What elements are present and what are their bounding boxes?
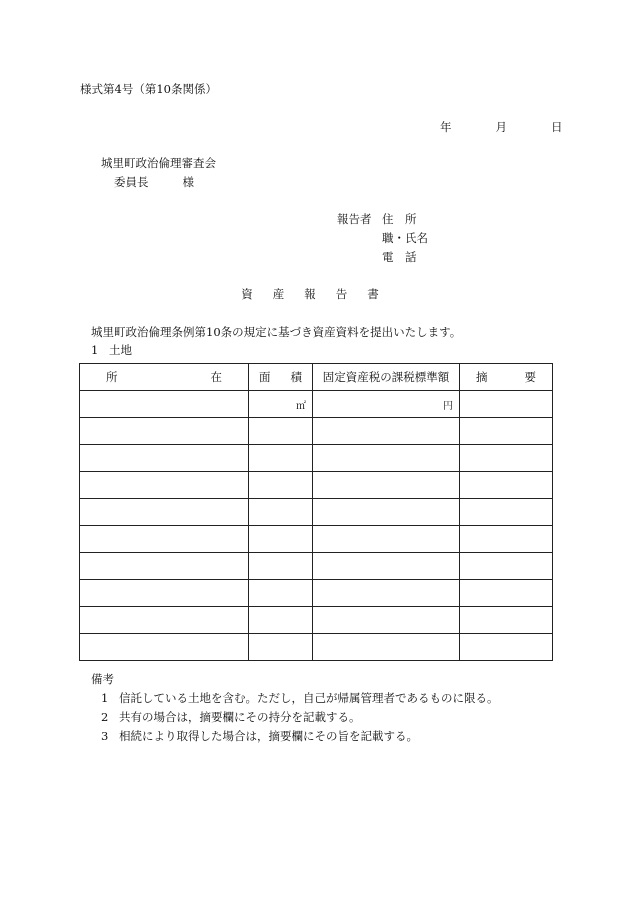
header-area: 面 積 <box>249 364 313 391</box>
cell-area[interactable] <box>249 634 313 661</box>
table-row <box>80 499 553 526</box>
table-header-row <box>80 364 553 391</box>
cell-tax[interactable] <box>313 472 460 499</box>
table-row <box>80 553 553 580</box>
document-title: 資産報告書 <box>241 287 399 301</box>
cell-memo[interactable] <box>460 580 553 607</box>
cell-memo[interactable] <box>460 607 553 634</box>
cell-location[interactable] <box>80 445 249 472</box>
cell-area[interactable] <box>249 553 313 580</box>
addressee-honorific: 様 <box>182 175 194 189</box>
cell-location[interactable] <box>80 553 249 580</box>
cell-memo[interactable] <box>460 445 553 472</box>
cell-memo[interactable] <box>460 526 553 553</box>
note-item: 3 相続により取得した場合は，摘要欄にその旨を記載する。 <box>101 729 418 743</box>
cell-memo[interactable] <box>460 499 553 526</box>
section-number: 1 <box>91 343 99 357</box>
cell-memo[interactable] <box>460 418 553 445</box>
date-line <box>440 119 563 135</box>
cell-area[interactable] <box>249 472 313 499</box>
intro-text: 城里町政治倫理条例第10条の規定に基づき資産資料を提出いたします。 <box>91 325 462 339</box>
section-heading <box>91 342 132 358</box>
addressee-organization: 城里町政治倫理審査会 <box>101 156 216 170</box>
cell-tax[interactable] <box>313 445 460 472</box>
cell-area[interactable] <box>249 499 313 526</box>
cell-memo[interactable] <box>460 472 553 499</box>
note-item: 1 信託している土地を含む。ただし，自己が帰属管理者であるものに限る。 <box>101 691 499 705</box>
cell-tax[interactable] <box>313 634 460 661</box>
cell-tax[interactable] <box>313 607 460 634</box>
table-row <box>80 391 553 418</box>
cell-area[interactable] <box>249 418 313 445</box>
cell-tax[interactable] <box>313 526 460 553</box>
addressee-recipient-line <box>114 174 194 190</box>
cell-area[interactable] <box>249 445 313 472</box>
reporter-phone-label: 電 話 <box>382 250 417 264</box>
cell-location[interactable] <box>80 526 249 553</box>
cell-memo[interactable] <box>460 634 553 661</box>
table-row <box>80 607 553 634</box>
reporter-label: 報告者 <box>337 212 372 226</box>
date-month: 月 <box>495 120 507 134</box>
cell-area-unit[interactable]: ㎡ <box>249 391 313 418</box>
section-label: 土地 <box>109 343 132 357</box>
table-row <box>80 580 553 607</box>
cell-tax-unit[interactable]: 円 <box>313 391 460 418</box>
cell-area[interactable] <box>249 526 313 553</box>
date-day: 日 <box>551 120 563 134</box>
table-row <box>80 472 553 499</box>
cell-tax[interactable] <box>313 418 460 445</box>
addressee-recipient: 委員長 <box>114 175 149 189</box>
cell-location[interactable] <box>80 607 249 634</box>
reporter-address-label: 住 所 <box>382 212 417 226</box>
table-row <box>80 445 553 472</box>
cell-tax[interactable] <box>313 499 460 526</box>
header-location: 所 在 <box>80 364 249 391</box>
notes-heading: 備考 <box>91 672 114 686</box>
cell-location[interactable] <box>80 580 249 607</box>
table-row <box>80 418 553 445</box>
cell-location[interactable] <box>80 391 249 418</box>
cell-location[interactable] <box>80 472 249 499</box>
header-tax-standard: 固定資産税の課税標準額 <box>313 364 460 391</box>
note-item: 2 共有の場合は，摘要欄にその持分を記載する。 <box>101 710 361 724</box>
reporter-name-label: 職・氏名 <box>382 231 428 245</box>
cell-tax[interactable] <box>313 553 460 580</box>
cell-memo[interactable] <box>460 553 553 580</box>
cell-area[interactable] <box>249 607 313 634</box>
table-row <box>80 634 553 661</box>
date-year: 年 <box>440 120 452 134</box>
table-row <box>80 526 553 553</box>
land-table <box>79 363 553 661</box>
cell-location[interactable] <box>80 418 249 445</box>
cell-area[interactable] <box>249 580 313 607</box>
header-memo: 摘 要 <box>460 364 553 391</box>
cell-location[interactable] <box>80 499 249 526</box>
cell-memo[interactable] <box>460 391 553 418</box>
cell-tax[interactable] <box>313 580 460 607</box>
form-number: 様式第4号（第10条関係） <box>80 82 217 96</box>
cell-location[interactable] <box>80 634 249 661</box>
